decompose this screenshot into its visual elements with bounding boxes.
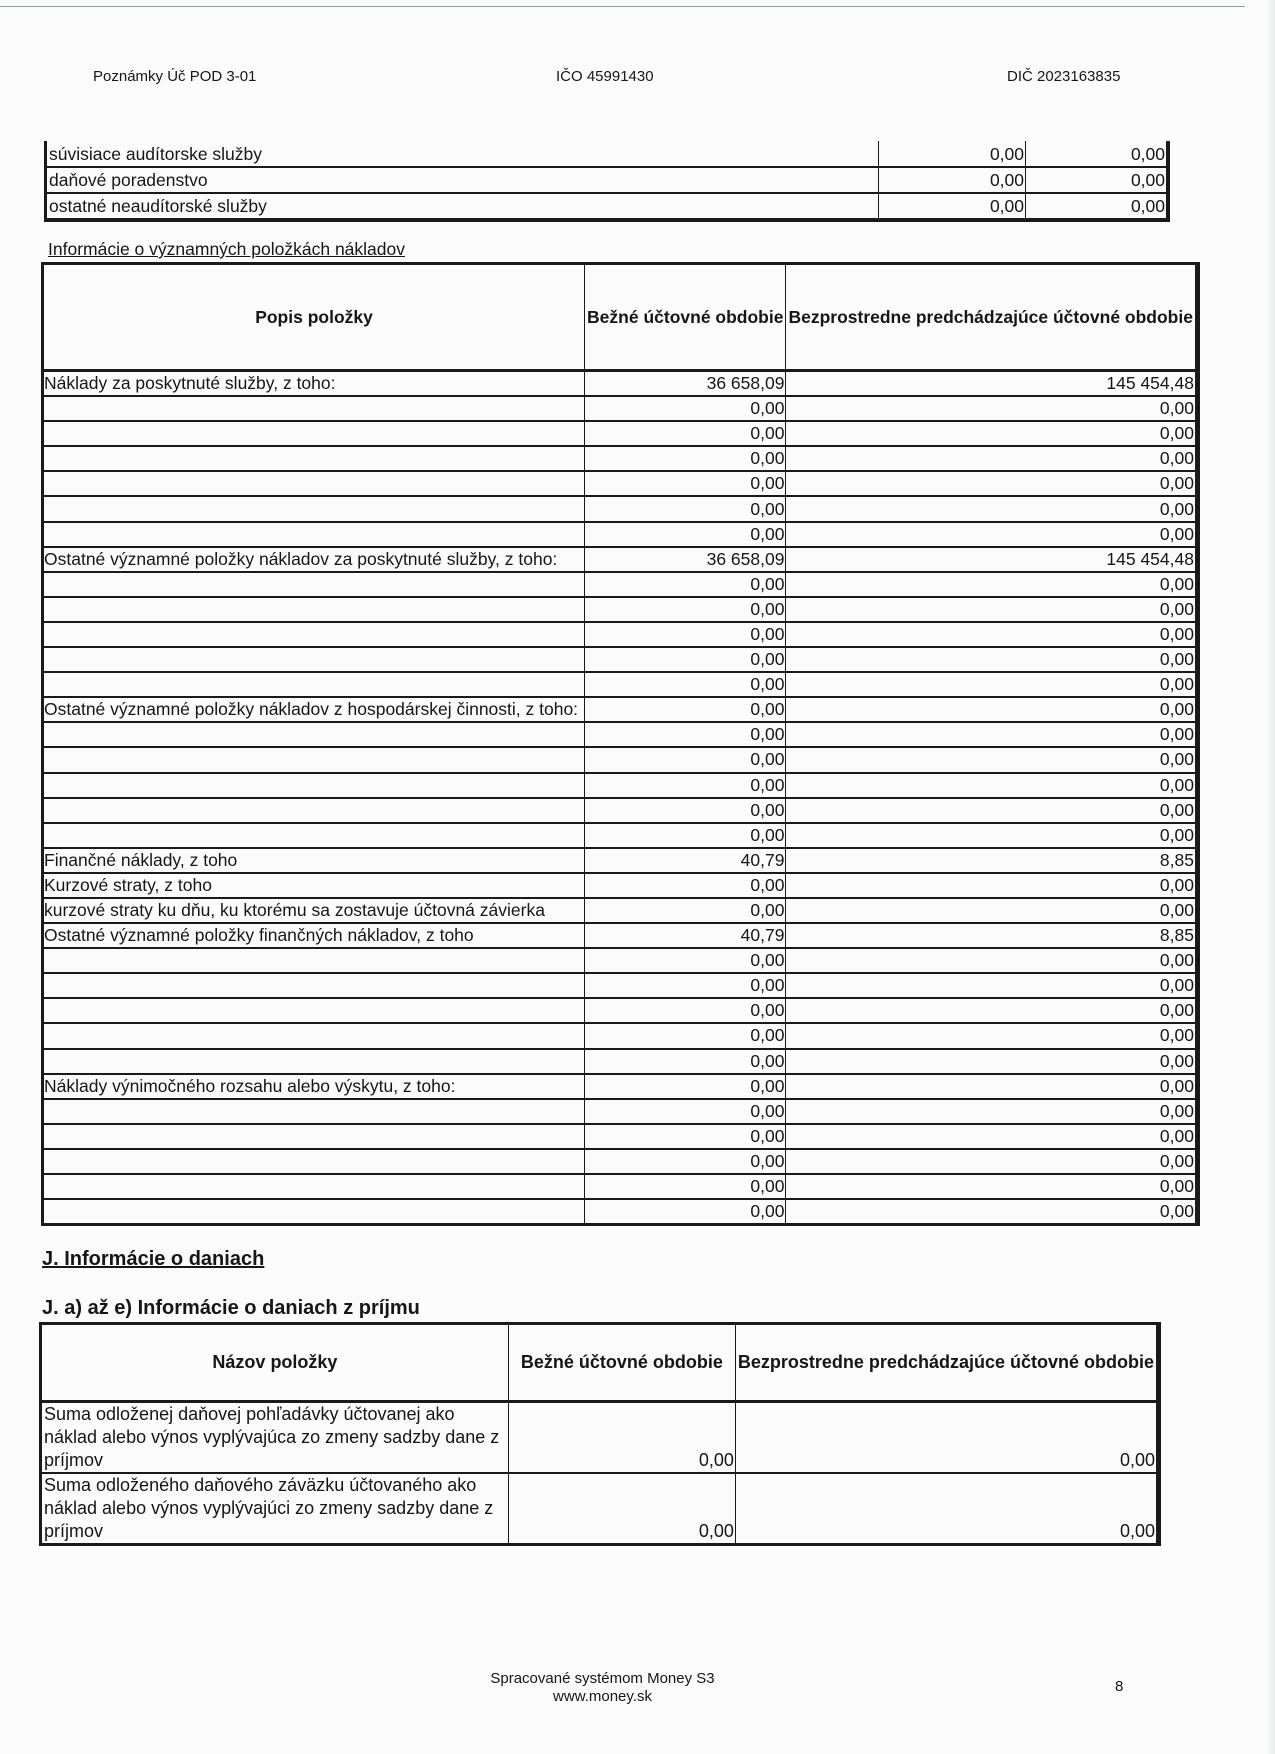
- table-row: [43, 1149, 1198, 1174]
- doc-header-ico: IČO 45991430: [556, 68, 654, 85]
- audit-services-table: [44, 141, 1170, 222]
- previous-period-value: 0,00: [786, 471, 1198, 496]
- table-row: [43, 1099, 1198, 1124]
- costs-table: [41, 262, 1200, 1226]
- table-row: [43, 848, 1198, 873]
- current-period-value: 0,00: [585, 396, 786, 421]
- previous-period-value: 0,00: [786, 597, 1198, 622]
- table-header-row: [41, 1324, 1159, 1402]
- table-row: [43, 421, 1198, 446]
- row-label: Náklady za poskytnuté služby, z toho:: [43, 371, 581, 397]
- page-number: 8: [1115, 1678, 1124, 1695]
- table-row: [43, 572, 1198, 597]
- current-period-value: 0,00: [585, 1049, 786, 1074]
- column-header-current: Bežné účtovné obdobie: [585, 264, 786, 371]
- previous-period-value: 0,00: [786, 823, 1198, 848]
- current-period-value: 0,00: [879, 141, 1026, 167]
- previous-period-value: 0,00: [786, 948, 1198, 973]
- row-label: [43, 1174, 581, 1199]
- table-row: [43, 898, 1198, 923]
- previous-period-value: 0,00: [786, 421, 1198, 446]
- previous-period-value: 0,00: [786, 396, 1198, 421]
- current-period-value: 0,00: [585, 672, 786, 697]
- table-row: [43, 396, 1198, 421]
- previous-period-value: 0,00: [786, 446, 1198, 471]
- footer-software-note: Spracované systémom Money S3: [490, 1670, 715, 1687]
- current-period-value: 0,00: [585, 697, 786, 722]
- current-period-value: 0,00: [585, 798, 786, 823]
- current-period-value: 0,00: [585, 1074, 786, 1099]
- previous-period-value: 0,00: [786, 1124, 1198, 1149]
- current-period-value: 0,00: [879, 167, 1026, 193]
- doc-header-title: Poznámky Úč POD 3-01: [93, 68, 257, 85]
- table-row: [43, 647, 1198, 672]
- current-period-value: 0,00: [585, 1149, 786, 1174]
- row-label: Suma odloženého daňového záväzku účtovaného ako náklad alebo výnos vyplývajúci zo zmeny sadzby dane z príjmov: [41, 1473, 509, 1545]
- row-label: [43, 998, 581, 1023]
- column-header-name: Názov položky: [41, 1324, 509, 1402]
- current-period-value: 0,00: [585, 998, 786, 1023]
- row-label: kurzové straty ku dňu, ku ktorému sa zostavuje účtovná závierka: [43, 898, 581, 923]
- current-period-value: 0,00: [585, 1174, 786, 1199]
- costs-table-body: [43, 371, 1198, 1225]
- income-tax-table: [39, 1322, 1161, 1546]
- table-row: [43, 547, 1198, 572]
- previous-period-value: 0,00: [786, 496, 1198, 521]
- table-row: [43, 371, 1198, 397]
- previous-period-value: 0,00: [735, 1402, 1158, 1474]
- column-header-description: Popis položky: [43, 264, 585, 371]
- previous-period-value: 0,00: [786, 522, 1198, 547]
- table-row: [41, 1402, 1159, 1474]
- current-period-value: 0,00: [585, 622, 786, 647]
- table-row: [43, 1023, 1198, 1048]
- current-period-value: 0,00: [585, 722, 786, 747]
- table-row: [43, 798, 1198, 823]
- previous-period-value: 8,85: [786, 923, 1198, 948]
- current-period-value: 0,00: [508, 1402, 735, 1474]
- table-row: [43, 672, 1198, 697]
- row-label: [43, 773, 581, 798]
- previous-period-value: 0,00: [786, 1174, 1198, 1199]
- row-label: ostatné neaudítorské služby: [46, 193, 723, 220]
- costs-section-title: Informácie o významných položkách nákladov: [48, 239, 405, 259]
- current-period-value: 0,00: [585, 421, 786, 446]
- previous-period-value: 0,00: [786, 898, 1198, 923]
- current-period-value: 0,00: [879, 193, 1026, 220]
- row-label: [43, 421, 581, 446]
- previous-period-value: 0,00: [786, 998, 1198, 1023]
- table-row: [43, 973, 1198, 998]
- previous-period-value: 0,00: [786, 697, 1198, 722]
- column-header-current: Bežné účtovné obdobie: [508, 1324, 735, 1402]
- previous-period-value: 0,00: [1026, 141, 1169, 167]
- doc-header-dic: DIČ 2023163835: [1007, 68, 1121, 85]
- row-label: Náklady výnimočného rozsahu alebo výskytu, z toho:: [43, 1074, 581, 1099]
- current-period-value: 0,00: [585, 873, 786, 898]
- previous-period-value: 8,85: [786, 848, 1198, 873]
- table-row: [43, 446, 1198, 471]
- previous-period-value: 0,00: [786, 1199, 1198, 1225]
- row-label: [43, 722, 581, 747]
- current-period-value: 0,00: [508, 1473, 735, 1545]
- current-period-value: 40,79: [585, 923, 786, 948]
- table-row: [41, 1473, 1159, 1545]
- table-row: [43, 923, 1198, 948]
- scan-edge-line: [0, 6, 1245, 7]
- row-label: [43, 1149, 581, 1174]
- row-label: [43, 672, 581, 697]
- row-label: [43, 572, 581, 597]
- row-label: [43, 1124, 581, 1149]
- row-label: [43, 747, 581, 772]
- table-row: [43, 873, 1198, 898]
- table-row: [43, 1124, 1198, 1149]
- row-label: [43, 647, 581, 672]
- row-label: [43, 1049, 581, 1074]
- current-period-value: 0,00: [585, 898, 786, 923]
- current-period-value: 0,00: [585, 446, 786, 471]
- table-row: [43, 471, 1198, 496]
- previous-period-value: 0,00: [786, 773, 1198, 798]
- row-label: daňové poradenstvo: [46, 167, 723, 193]
- previous-period-value: 145 454,48: [786, 547, 1198, 572]
- row-label: [43, 522, 581, 547]
- page-footer: [0, 1670, 1205, 1706]
- table-row: [43, 496, 1198, 521]
- current-period-value: 0,00: [585, 1023, 786, 1048]
- table-row: [46, 193, 1169, 220]
- row-label: [43, 973, 581, 998]
- column-header-previous: Bezprostredne predchádzajúce účtovné obdobie: [735, 1324, 1158, 1402]
- table-row: [43, 1049, 1198, 1074]
- row-label: Kurzové straty, z toho: [43, 873, 581, 898]
- row-label: Suma odloženej daňovej pohľadávky účtovanej ako náklad alebo výnos vyplývajúca zo zmeny sadzby dane z príjmov: [41, 1402, 509, 1474]
- current-period-value: 0,00: [585, 747, 786, 772]
- previous-period-value: 0,00: [786, 747, 1198, 772]
- table-row: [43, 522, 1198, 547]
- previous-period-value: 0,00: [786, 1099, 1198, 1124]
- table-row: [43, 948, 1198, 973]
- previous-period-value: 0,00: [786, 672, 1198, 697]
- current-period-value: 0,00: [585, 597, 786, 622]
- table-row: [46, 141, 1169, 167]
- current-period-value: 0,00: [585, 471, 786, 496]
- current-period-value: 0,00: [585, 1199, 786, 1225]
- current-period-value: 0,00: [585, 496, 786, 521]
- row-label: [43, 823, 581, 848]
- row-label: [43, 622, 581, 647]
- column-header-previous: Bezprostredne predchádzajúce účtovné obdobie: [786, 264, 1198, 371]
- scan-page-edge: [1267, 0, 1275, 1754]
- current-period-value: 0,00: [585, 823, 786, 848]
- table-header-row: [43, 264, 1198, 371]
- previous-period-value: 0,00: [786, 1049, 1198, 1074]
- subsection-title-income-taxes: J. a) až e) Informácie o daniach z príjmu: [42, 1297, 420, 1319]
- table-row: [43, 773, 1198, 798]
- previous-period-value: 0,00: [786, 1074, 1198, 1099]
- table-row: [46, 167, 1169, 193]
- previous-period-value: 0,00: [786, 973, 1198, 998]
- current-period-value: 0,00: [585, 1124, 786, 1149]
- previous-period-value: 0,00: [786, 1023, 1198, 1048]
- table-row: [43, 697, 1198, 722]
- previous-period-value: 0,00: [786, 572, 1198, 597]
- table-row: [43, 722, 1198, 747]
- row-label: [43, 1199, 581, 1225]
- row-label: súvisiace audítorske služby: [46, 141, 723, 167]
- table-row: [43, 1074, 1198, 1099]
- row-label: [43, 396, 581, 421]
- current-period-value: 0,00: [585, 1099, 786, 1124]
- row-label: Finančné náklady, z toho: [43, 848, 581, 873]
- table-row: [43, 998, 1198, 1023]
- footer-website: www.money.sk: [553, 1688, 652, 1705]
- current-period-value: 40,79: [585, 848, 786, 873]
- current-period-value: 0,00: [585, 973, 786, 998]
- table-row: [43, 1199, 1198, 1225]
- row-label: [43, 597, 581, 622]
- previous-period-value: 0,00: [786, 1149, 1198, 1174]
- previous-period-value: 0,00: [786, 647, 1198, 672]
- current-period-value: 36 658,09: [585, 547, 786, 572]
- table-row: [43, 622, 1198, 647]
- current-period-value: 0,00: [585, 948, 786, 973]
- row-label: [43, 798, 581, 823]
- previous-period-value: 0,00: [786, 622, 1198, 647]
- current-period-value: 0,00: [585, 522, 786, 547]
- previous-period-value: 0,00: [786, 873, 1198, 898]
- previous-period-value: 145 454,48: [786, 371, 1198, 397]
- table-row: [43, 597, 1198, 622]
- previous-period-value: 0,00: [1026, 167, 1169, 193]
- previous-period-value: 0,00: [1026, 193, 1169, 220]
- row-label: [43, 1099, 581, 1124]
- row-label: Ostatné významné položky finančných nákladov, z toho: [43, 923, 581, 948]
- row-label: [43, 948, 581, 973]
- row-label: [43, 496, 581, 521]
- table-row: [43, 747, 1198, 772]
- current-period-value: 36 658,09: [585, 371, 786, 397]
- previous-period-value: 0,00: [735, 1473, 1158, 1545]
- table-row: [43, 1174, 1198, 1199]
- row-label: [43, 1023, 581, 1048]
- previous-period-value: 0,00: [786, 722, 1198, 747]
- row-label: [43, 471, 581, 496]
- current-period-value: 0,00: [585, 773, 786, 798]
- current-period-value: 0,00: [585, 572, 786, 597]
- row-label: [43, 446, 581, 471]
- section-title-taxes: J. Informácie o daniach: [42, 1248, 265, 1270]
- table-row: [43, 823, 1198, 848]
- row-label: Ostatné významné položky nákladov za poskytnuté služby, z toho:: [43, 547, 581, 572]
- current-period-value: 0,00: [585, 647, 786, 672]
- previous-period-value: 0,00: [786, 798, 1198, 823]
- row-label: Ostatné významné položky nákladov z hospodárskej činnosti, z toho:: [43, 697, 581, 722]
